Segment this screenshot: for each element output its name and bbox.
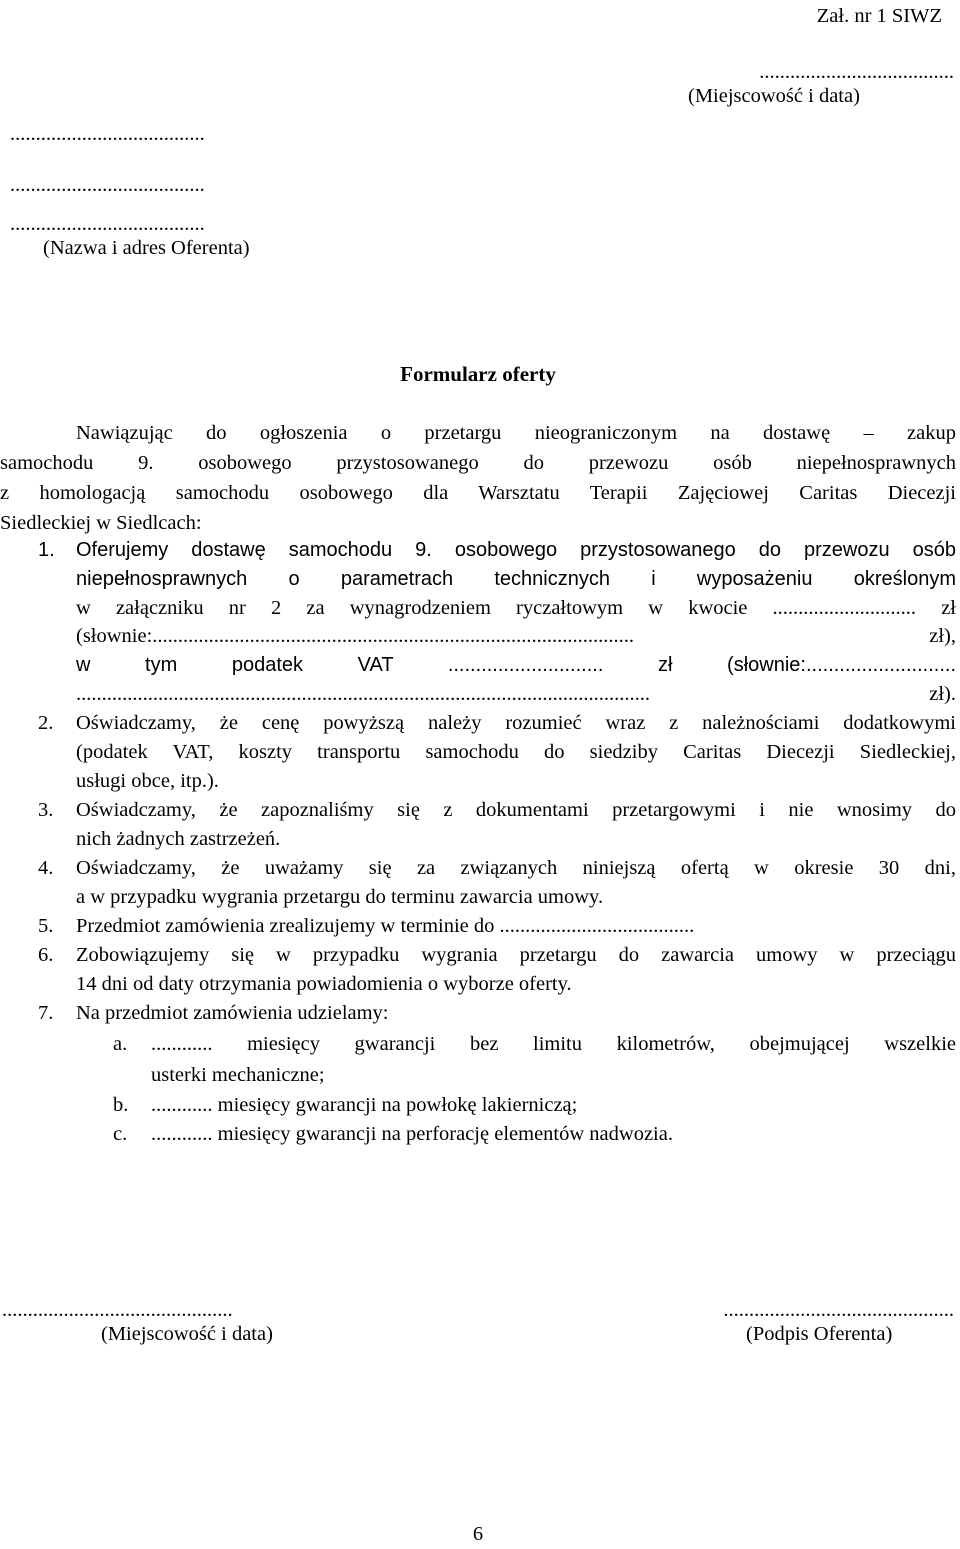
offeror-dots-2: ......................................	[10, 174, 205, 196]
offeror-label: (Nazwa i adres Oferenta)	[43, 237, 250, 259]
item-6-number: 6.	[38, 944, 54, 966]
subitem-c-letter: c.	[113, 1123, 128, 1145]
item-2-line-3: usługi obce, itp.).	[76, 770, 219, 792]
place-date-dots: ......................................	[759, 61, 954, 83]
item-3-line-2: nich żadnych zastrzeżeń.	[76, 828, 281, 850]
item-5-line-1: Przedmiot zamówienia zrealizujemy w terminie do ......................................	[76, 915, 695, 937]
item-6-line-1: Zobowiązujemy się w przypadku wygrania przetargu do zawarcia umowy w przeciągu	[76, 944, 956, 966]
subitem-a-line-1: ............ miesięcy gwarancji bez limitu kilometrów, obejmującej wszelkie	[151, 1033, 956, 1055]
item-1-line-5: w tym podatek VAT ............................ zł (słownie:...........................	[76, 654, 956, 676]
page-number: 6	[472, 1523, 484, 1545]
footer-left-label: (Miejscowość i data)	[101, 1323, 273, 1345]
item-2-line-1: Oświadczamy, że cenę powyższą należy rozumieć wraz z należnościami dodatkowymi	[76, 712, 956, 734]
footer-right-label: (Podpis Oferenta)	[746, 1323, 893, 1345]
item-1-line-2: niepełnosprawnych o parametrach technicznych i wyposażeniu określonym	[76, 568, 956, 590]
item-3-number: 3.	[38, 799, 54, 821]
subitem-b-letter: b.	[113, 1094, 129, 1116]
item-2-line-2: (podatek VAT, koszty transportu samochodu do siedziby Caritas Diecezji Siedleckiej,	[76, 741, 956, 763]
subitem-c-line-1: ............ miesięcy gwarancji na perforację elementów nadwozia.	[151, 1123, 673, 1145]
item-7-number: 7.	[38, 1002, 54, 1024]
subitem-b-line-1: ............ miesięcy gwarancji na powłokę lakierniczą;	[151, 1094, 578, 1116]
attachment-label: Zał. nr 1 SIWZ	[816, 5, 942, 27]
item-6-line-2: 14 dni od daty otrzymania powiadomienia o wyborze oferty.	[76, 973, 572, 995]
page-title: Formularz oferty	[400, 362, 556, 386]
offeror-dots-1: ......................................	[10, 123, 205, 145]
item-3-line-1: Oświadczamy, że zapoznaliśmy się z dokumentami przetargowymi i nie wnosimy do	[76, 799, 956, 821]
item-1-line-3: w załączniku nr 2 za wynagrodzeniem ryczałtowym w kwocie ............................ zł	[76, 597, 956, 619]
intro-line-1: Nawiązując do ogłoszenia o przetargu nieograniczonym na dostawę – zakup	[76, 422, 956, 444]
footer-left-dots: .............................................	[2, 1299, 233, 1321]
offeror-dots-3: ......................................	[10, 213, 205, 235]
item-2-number: 2.	[38, 712, 54, 734]
item-1-line-4: (słownie:.............................................................................................. zł),	[76, 625, 956, 647]
subitem-a-letter: a.	[113, 1033, 128, 1055]
place-date-label: (Miejscowość i data)	[688, 85, 860, 107]
item-4-number: 4.	[38, 857, 54, 879]
subitem-a-line-2: usterki mechaniczne;	[151, 1064, 325, 1086]
item-7-line-1: Na przedmiot zamówienia udzielamy:	[76, 1002, 389, 1024]
intro-line-4: Siedleckiej w Siedlcach:	[0, 512, 202, 534]
item-4-line-2: a w przypadku wygrania przetargu do terminu zawarcia umowy.	[76, 886, 604, 908]
item-1-line-6: ................................................................................................................ zł).	[76, 683, 956, 705]
item-1-line-1: Oferujemy dostawę samochodu 9. osobowego przystosowanego do przewozu osób	[76, 539, 956, 561]
item-4-line-1: Oświadczamy, że uważamy się za związanych niniejszą ofertą w okresie 30 dni,	[76, 857, 956, 879]
intro-line-3: z homologacją samochodu osobowego dla Warsztatu Terapii Zajęciowej Caritas Diecezji	[0, 482, 956, 504]
footer-right-dots: .............................................	[723, 1299, 954, 1321]
item-5-number: 5.	[38, 915, 54, 937]
intro-line-2: samochodu 9. osobowego przystosowanego do przewozu osób niepełnosprawnych	[0, 452, 956, 474]
item-1-number: 1.	[38, 539, 55, 561]
